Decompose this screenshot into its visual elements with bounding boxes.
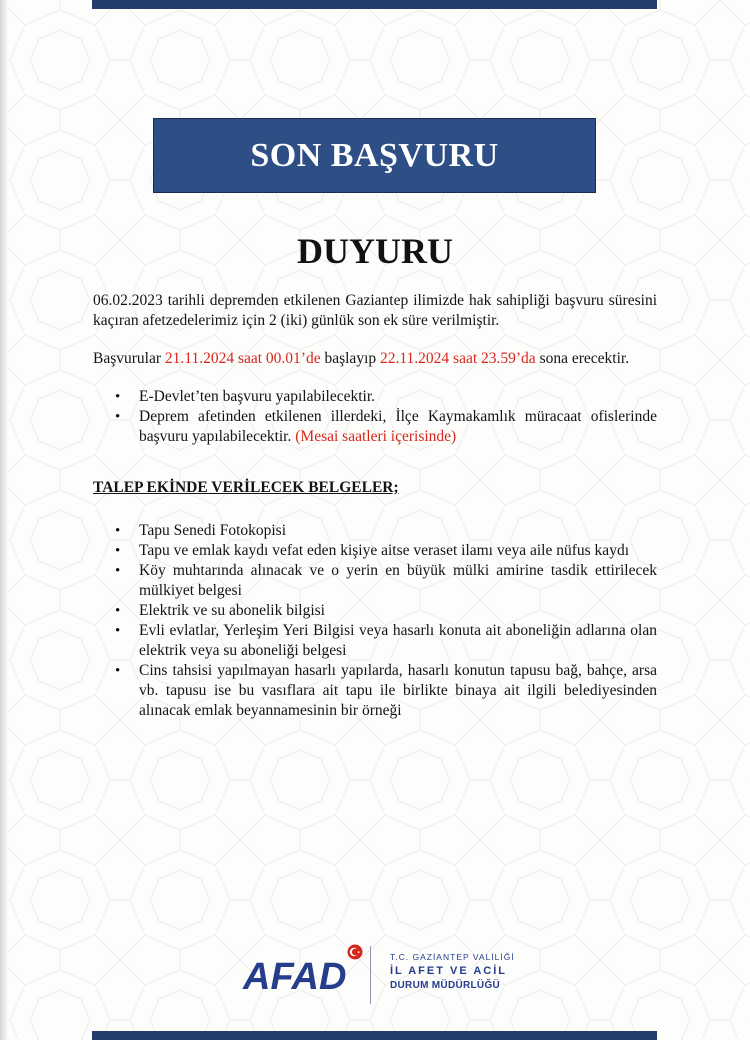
- top-accent-bar: [92, 0, 657, 9]
- logo-text-block: [390, 951, 515, 992]
- list-item: [93, 621, 657, 661]
- afad-logo: [243, 944, 515, 1006]
- list-item: [93, 541, 657, 561]
- list-item: [93, 561, 657, 601]
- bullet-icon: •: [115, 409, 121, 425]
- list-item-text: Tapu Senedi Fotokopisi: [139, 522, 287, 539]
- list-item-text: Tapu ve emlak kaydı vefat eden kişiye aitse veraset ilamı veya aile nüfus kaydı: [139, 542, 629, 559]
- working-hours-note: (Mesai saatleri içerisinde): [295, 428, 457, 445]
- required-documents-list: [93, 521, 657, 721]
- list-item: [93, 601, 657, 621]
- list-item-text: Elektrik ve su abonelik bilgisi: [139, 602, 325, 619]
- start-date: 21.11.2024 saat 00.01’de: [164, 350, 321, 367]
- list-item: [93, 661, 657, 721]
- page-edge-shadow: [0, 0, 8, 1040]
- dates-paragraph: [93, 349, 657, 369]
- bottom-accent-bar: [92, 1031, 657, 1040]
- logo-directorate-text-2: DURUM MÜDÜRLÜĞÜ: [390, 980, 501, 991]
- list-item-text: Köy muhtarında alınacak ve o yerin en büyük mülki amirine tasdik ettirilecek mülkiyet belgesi: [139, 562, 657, 599]
- end-date: 22.11.2024 saat 23.59’da: [380, 350, 536, 367]
- turkish-flag-emblem-icon: [347, 944, 363, 960]
- dates-suffix: sona erecektir.: [539, 350, 630, 367]
- bullet-icon: •: [115, 389, 121, 405]
- list-item: [93, 387, 657, 407]
- bullet-icon: •: [115, 563, 121, 579]
- list-item: [93, 521, 657, 541]
- list-item: [93, 407, 657, 447]
- bullet-icon: •: [115, 523, 121, 539]
- logo-governorship-text: T.C. GAZİANTEP VALİLİĞİ: [390, 952, 515, 962]
- bullet-icon: •: [115, 543, 121, 559]
- page-title: DUYURU: [297, 231, 453, 271]
- application-methods-list: [93, 387, 657, 447]
- dates-prefix: Başvurular: [93, 350, 162, 367]
- list-item-text: E-Devlet’ten başvuru yapılabilecektir.: [139, 388, 376, 405]
- bullet-icon: •: [115, 603, 121, 619]
- afad-wordmark: AFAD: [243, 956, 347, 998]
- bullet-icon: •: [115, 663, 121, 679]
- header-banner-text: SON BAŞVURU: [250, 136, 499, 174]
- header-banner: [153, 118, 596, 193]
- document-body: [93, 291, 657, 721]
- list-item-text: Evli evlatlar, Yerleşim Yeri Bilgisi veya hasarlı konuta ait aboneliğin adlarına olan elektrik veya su aboneliği belgesi: [139, 622, 657, 659]
- logo-directorate-text-1: İL AFET VE ACİL: [390, 965, 507, 977]
- logo-divider: [370, 946, 371, 1004]
- list-item-text: Deprem afetinden etkilenen illerdeki, İlçe Kaymakamlık müracaat ofislerinde başvuru yapılabilecektir.: [139, 408, 657, 445]
- dates-middle: başlayıp: [324, 350, 377, 367]
- documents-section-title: TALEP EKİNDE VERİLECEK BELGELER;: [93, 479, 399, 496]
- bullet-icon: •: [115, 623, 121, 639]
- intro-paragraph: 06.02.2023 tarihli depremden etkilenen Gaziantep ilimizde hak sahipliği başvuru süresini kaçıran afetzedelerimiz için 2 (iki) günlük son ek süre verilmiştir.: [93, 292, 657, 329]
- list-item-text: Cins tahsisi yapılmayan hasarlı yapılarda, hasarlı konutun tapusu bağ, bahçe, arsa vb. tapusu ise bu vasıflara ait tapu ile birlikte binaya ait ilgili belediyesinden alınacak emlak beyannamesinin bir örneği: [139, 662, 657, 719]
